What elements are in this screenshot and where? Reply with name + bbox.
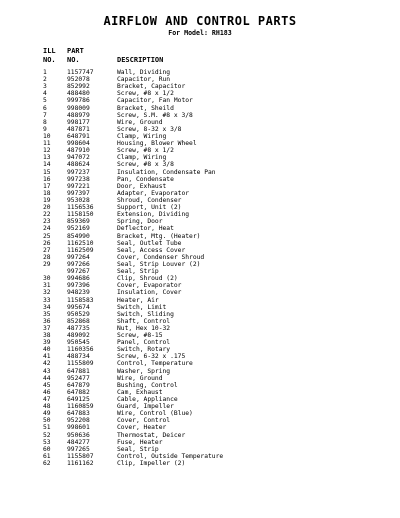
part-number-cell: 952169 bbox=[67, 225, 90, 233]
page-title: AIRFLOW AND CONTROL PARTS bbox=[103, 14, 297, 28]
description-cell: Adapter, Evaporator bbox=[117, 189, 190, 197]
part-number-cell: 1155807 bbox=[67, 452, 94, 460]
model-subtitle: For Model: RH183 bbox=[168, 29, 232, 37]
ill-number-cell: 24 bbox=[43, 225, 51, 233]
description-cell: Nut, Hex 10-32 bbox=[117, 324, 171, 332]
part-number-cell: 997397 bbox=[67, 189, 90, 197]
part-number-cell: 488734 bbox=[67, 353, 90, 361]
part-number-cell: 854990 bbox=[67, 232, 90, 240]
table-row bbox=[0, 389, 400, 396]
ill-number-cell: 53 bbox=[43, 438, 51, 446]
table-row bbox=[0, 453, 400, 460]
table-row bbox=[0, 225, 400, 232]
part-number-cell: 997221 bbox=[67, 182, 90, 190]
ill-number-cell: 41 bbox=[43, 353, 51, 361]
description-cell: Clip, Shroud (2) bbox=[117, 275, 178, 283]
ill-header-top: ILL bbox=[43, 47, 56, 55]
ill-number-cell: 60 bbox=[43, 445, 51, 453]
description-cell: Insulation, Cover bbox=[117, 289, 182, 297]
table-row bbox=[0, 197, 400, 204]
part-number-cell: 487910 bbox=[67, 147, 90, 155]
part-number-cell: 1155809 bbox=[67, 360, 94, 368]
table-row bbox=[0, 360, 400, 367]
table-row bbox=[0, 325, 400, 332]
part-number-cell: 648791 bbox=[67, 132, 90, 140]
table-row bbox=[0, 112, 400, 119]
table-row bbox=[0, 247, 400, 254]
ill-number-cell: 17 bbox=[43, 182, 51, 190]
table-row bbox=[0, 311, 400, 318]
part-number-cell: 997238 bbox=[67, 175, 90, 183]
part-number-cell: 647879 bbox=[67, 381, 90, 389]
ill-number-cell: 6 bbox=[43, 104, 47, 112]
description-cell: Guard, Impeller bbox=[117, 403, 174, 411]
part-number-cell: 953028 bbox=[67, 196, 90, 204]
table-row bbox=[0, 410, 400, 417]
ill-number-cell: 22 bbox=[43, 211, 51, 219]
table-row bbox=[0, 161, 400, 168]
table-row bbox=[0, 318, 400, 325]
part-number-cell: 1160859 bbox=[67, 403, 94, 411]
description-cell: Cover, Control bbox=[117, 417, 171, 425]
table-row bbox=[0, 133, 400, 140]
part-number-cell: 1162509 bbox=[67, 246, 94, 254]
ill-number-cell: 14 bbox=[43, 161, 51, 169]
description-cell: Clamp, Wiring bbox=[117, 154, 167, 162]
ill-number-cell: 28 bbox=[43, 253, 51, 261]
description-cell: Insulation, Condensate Pan bbox=[117, 168, 216, 176]
ill-number-cell: 1 bbox=[43, 69, 47, 76]
table-row bbox=[0, 403, 400, 410]
description-cell: Seal, Strip bbox=[117, 268, 159, 276]
description-cell: Cable, Appliance bbox=[117, 396, 178, 404]
table-row bbox=[0, 346, 400, 353]
table-row bbox=[0, 190, 400, 197]
ill-number-cell: 2 bbox=[43, 76, 47, 84]
part-number-cell: 998177 bbox=[67, 118, 90, 126]
ill-number-cell: 11 bbox=[43, 140, 51, 148]
description-cell: Deflector, Heat bbox=[117, 225, 174, 233]
parts-table bbox=[0, 69, 400, 467]
ill-number-cell: 8 bbox=[43, 118, 47, 126]
part-number-cell: 488624 bbox=[67, 161, 90, 169]
description-cell: Wall, Dividing bbox=[117, 69, 171, 76]
table-row bbox=[0, 396, 400, 403]
description-cell: Clamp, Wiring bbox=[117, 132, 167, 140]
table-row bbox=[0, 289, 400, 296]
part-number-cell: 489092 bbox=[67, 332, 90, 340]
table-row bbox=[0, 424, 400, 431]
ill-number-cell: 15 bbox=[43, 168, 51, 176]
ill-number-cell: 35 bbox=[43, 310, 51, 318]
part-number-cell: 484277 bbox=[67, 438, 90, 446]
ill-number-cell: 43 bbox=[43, 367, 51, 375]
description-cell: Switch, Limit bbox=[117, 303, 167, 311]
table-row bbox=[0, 140, 400, 147]
part-number-cell: 997265 bbox=[67, 445, 90, 453]
table-row bbox=[0, 432, 400, 439]
table-row bbox=[0, 204, 400, 211]
part-number-cell: 947072 bbox=[67, 154, 90, 162]
table-row bbox=[0, 169, 400, 176]
part-number-cell: 487871 bbox=[67, 125, 90, 133]
part-number-cell: 647883 bbox=[67, 410, 90, 418]
description-cell: Shroud, Condenser bbox=[117, 196, 182, 204]
description-cell: Bracket, Capacitor bbox=[117, 83, 186, 91]
description-cell: Screw, 8-32 x 3/8 bbox=[117, 125, 182, 133]
part-number-cell: 994686 bbox=[67, 275, 90, 283]
description-cell: Wire, Control (Blue) bbox=[117, 410, 193, 418]
table-row bbox=[0, 183, 400, 190]
table-row bbox=[0, 240, 400, 247]
description-cell: Capacitor, Fan Motor bbox=[117, 97, 193, 105]
description-cell: Spring, Door bbox=[117, 218, 163, 226]
ill-number-cell: 13 bbox=[43, 154, 51, 162]
part-number-cell: 997266 bbox=[67, 260, 90, 268]
part-number-cell: 999786 bbox=[67, 97, 90, 105]
ill-number-cell: 52 bbox=[43, 431, 51, 439]
table-row bbox=[0, 304, 400, 311]
description-cell: Seal, Strip Louver (2) bbox=[117, 260, 201, 268]
ill-number-cell: 31 bbox=[43, 282, 51, 290]
description-cell: Pan, Condensate bbox=[117, 175, 174, 183]
table-row bbox=[0, 446, 400, 453]
part-number-cell: 488979 bbox=[67, 111, 90, 119]
description-cell: Heater, Air bbox=[117, 296, 159, 304]
table-row bbox=[0, 105, 400, 112]
table-row bbox=[0, 233, 400, 240]
ill-number-cell: 16 bbox=[43, 175, 51, 183]
part-number-cell: 852868 bbox=[67, 317, 90, 325]
part-number-cell: 950545 bbox=[67, 339, 90, 347]
part-number-cell: 1158583 bbox=[67, 296, 94, 304]
table-row bbox=[0, 417, 400, 424]
description-cell: Control, Outside Temperature bbox=[117, 452, 224, 460]
part-number-cell: 952477 bbox=[67, 374, 90, 382]
ill-number-cell: 39 bbox=[43, 339, 51, 347]
table-row bbox=[0, 254, 400, 261]
ill-number-cell: 30 bbox=[43, 275, 51, 283]
table-row bbox=[0, 119, 400, 126]
part-number-cell: 998604 bbox=[67, 140, 90, 148]
part-number-cell: 1161162 bbox=[67, 460, 94, 468]
description-cell: Bracket, Mtg. (Heater) bbox=[117, 232, 201, 240]
description-cell: Seal, Access Cover bbox=[117, 246, 186, 254]
description-cell: Screw, 6-32 x .175 bbox=[117, 353, 186, 361]
table-row bbox=[0, 176, 400, 183]
ill-number-cell: 61 bbox=[43, 452, 51, 460]
table-row bbox=[0, 439, 400, 446]
part-number-cell: 998601 bbox=[67, 424, 90, 432]
table-row bbox=[0, 353, 400, 360]
description-cell: Switch, Rotary bbox=[117, 346, 171, 354]
description-header: DESCRIPTION bbox=[117, 56, 164, 64]
description-cell: Fuse, Heater bbox=[117, 438, 163, 446]
ill-number-cell: 5 bbox=[43, 97, 47, 105]
ill-number-cell: 12 bbox=[43, 147, 51, 155]
description-cell: Panel, Control bbox=[117, 339, 171, 347]
description-cell: Bracket, Sheild bbox=[117, 104, 174, 112]
description-cell: Cover, Heater bbox=[117, 424, 167, 432]
table-row bbox=[0, 297, 400, 304]
ill-number-cell: 45 bbox=[43, 381, 51, 389]
part-number-cell: 952208 bbox=[67, 417, 90, 425]
ill-number-cell: 38 bbox=[43, 332, 51, 340]
description-cell: Extension, Dividing bbox=[117, 211, 190, 219]
part-number-cell: 649125 bbox=[67, 396, 90, 404]
table-row bbox=[0, 275, 400, 282]
part-number-cell: 997237 bbox=[67, 168, 90, 176]
description-cell: Seal, Outlet Tube bbox=[117, 239, 182, 247]
table-row bbox=[0, 147, 400, 154]
table-row bbox=[0, 382, 400, 389]
part-number-cell: 995674 bbox=[67, 303, 90, 311]
description-cell: Switch, Sliding bbox=[117, 310, 174, 318]
description-cell: Support, Unit (2) bbox=[117, 204, 182, 212]
ill-number-cell: 23 bbox=[43, 218, 51, 226]
ill-number-cell: 36 bbox=[43, 317, 51, 325]
table-row bbox=[0, 268, 400, 275]
part-header-top: PART bbox=[67, 47, 84, 55]
description-cell: Door, Exhaust bbox=[117, 182, 167, 190]
description-cell: Control, Temperature bbox=[117, 360, 193, 368]
ill-number-cell: 29 bbox=[43, 260, 51, 268]
table-row bbox=[0, 218, 400, 225]
part-number-cell: 488480 bbox=[67, 90, 90, 98]
description-cell: Capacitor, Run bbox=[117, 76, 171, 84]
description-cell: Bushing, Control bbox=[117, 381, 178, 389]
ill-number-cell: 18 bbox=[43, 189, 51, 197]
ill-number-cell: 49 bbox=[43, 410, 51, 418]
part-number-cell: 647882 bbox=[67, 388, 90, 396]
ill-number-cell: 50 bbox=[43, 417, 51, 425]
part-number-cell: 997267 bbox=[67, 268, 90, 276]
description-cell: Screw, #8 x 1/2 bbox=[117, 90, 174, 98]
table-row bbox=[0, 154, 400, 161]
part-number-cell: 950529 bbox=[67, 310, 90, 318]
part-number-cell: 487735 bbox=[67, 324, 90, 332]
part-number-cell: 997264 bbox=[67, 253, 90, 261]
ill-number-cell: 7 bbox=[43, 111, 47, 119]
part-header-bottom: NO. bbox=[67, 56, 80, 64]
table-row bbox=[0, 211, 400, 218]
ill-number-cell: 9 bbox=[43, 125, 47, 133]
table-row bbox=[0, 83, 400, 90]
table-row bbox=[0, 368, 400, 375]
table-row bbox=[0, 460, 400, 467]
description-cell: Washer, Spring bbox=[117, 367, 171, 375]
table-row bbox=[0, 375, 400, 382]
ill-number-cell: 46 bbox=[43, 388, 51, 396]
part-number-cell: 852992 bbox=[67, 83, 90, 91]
description-cell: Seal, Strip bbox=[117, 445, 159, 453]
description-cell: Cover, Condenser Shroud bbox=[117, 253, 205, 261]
part-number-cell: 1158150 bbox=[67, 211, 94, 219]
ill-number-cell: 4 bbox=[43, 90, 47, 98]
table-row bbox=[0, 261, 400, 268]
ill-number-cell: 48 bbox=[43, 403, 51, 411]
description-cell: Housing, Blower Wheel bbox=[117, 140, 197, 148]
part-number-cell: 1157747 bbox=[67, 69, 94, 76]
table-row bbox=[0, 97, 400, 104]
ill-number-cell: 19 bbox=[43, 196, 51, 204]
ill-number-cell: 51 bbox=[43, 424, 51, 432]
table-row bbox=[0, 282, 400, 289]
table-row bbox=[0, 339, 400, 346]
part-number-cell: 952078 bbox=[67, 76, 90, 84]
ill-number-cell: 47 bbox=[43, 396, 51, 404]
ill-number-cell: 34 bbox=[43, 303, 51, 311]
table-row bbox=[0, 69, 400, 76]
ill-header-bottom: NO. bbox=[43, 56, 56, 64]
part-number-cell: 1162510 bbox=[67, 239, 94, 247]
description-cell: Cover, Evaporator bbox=[117, 282, 182, 290]
table-row bbox=[0, 332, 400, 339]
part-number-cell: 1156536 bbox=[67, 204, 94, 212]
description-cell: Thermostat, Deicer bbox=[117, 431, 186, 439]
description-cell: Clip, Impeller (2) bbox=[117, 460, 186, 468]
ill-number-cell: 26 bbox=[43, 239, 51, 247]
table-row bbox=[0, 126, 400, 133]
description-cell: Screw, #8-15 bbox=[117, 332, 163, 340]
table-row bbox=[0, 76, 400, 83]
ill-number-cell: 42 bbox=[43, 360, 51, 368]
description-cell: Cam, Exhaust bbox=[117, 388, 163, 396]
description-cell: Wire, Ground bbox=[117, 374, 163, 382]
ill-number-cell: 37 bbox=[43, 324, 51, 332]
ill-number-cell: 44 bbox=[43, 374, 51, 382]
ill-number-cell: 40 bbox=[43, 346, 51, 354]
part-number-cell: 859369 bbox=[67, 218, 90, 226]
ill-number-cell: 27 bbox=[43, 246, 51, 254]
description-cell: Shaft, Control bbox=[117, 317, 171, 325]
description-cell: Wire, Ground bbox=[117, 118, 163, 126]
description-cell: Screw, #8 x 3/8 bbox=[117, 161, 174, 169]
ill-number-cell: 20 bbox=[43, 204, 51, 212]
ill-number-cell: 32 bbox=[43, 289, 51, 297]
part-number-cell: 647881 bbox=[67, 367, 90, 375]
description-cell: Screw, S.M. #8 x 3/8 bbox=[117, 111, 193, 119]
ill-number-cell: 3 bbox=[43, 83, 47, 91]
description-cell: Screw, #8 x 1/2 bbox=[117, 147, 174, 155]
part-number-cell: 998009 bbox=[67, 104, 90, 112]
part-number-cell: 1160356 bbox=[67, 346, 94, 354]
ill-number-cell: 62 bbox=[43, 460, 51, 468]
ill-number-cell: 10 bbox=[43, 132, 51, 140]
table-row bbox=[0, 90, 400, 97]
part-number-cell: 948239 bbox=[67, 289, 90, 297]
ill-number-cell: 33 bbox=[43, 296, 51, 304]
part-number-cell: 950636 bbox=[67, 431, 90, 439]
part-number-cell: 997396 bbox=[67, 282, 90, 290]
ill-number-cell: 25 bbox=[43, 232, 51, 240]
